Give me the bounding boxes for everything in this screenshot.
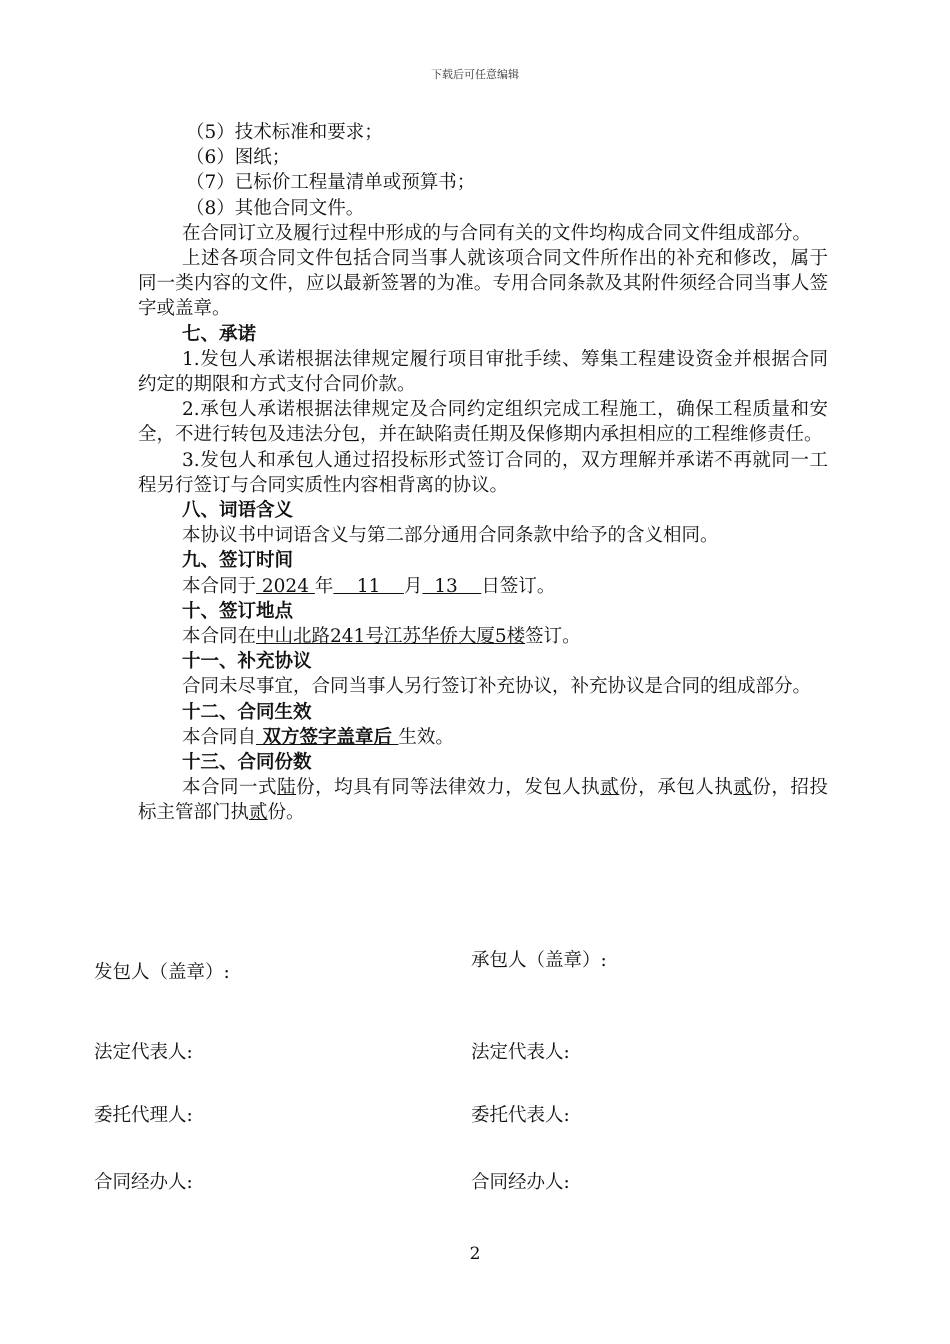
- signature-contractor-seal: 承包人（盖章）:: [471, 950, 607, 971]
- signature-employer-seal: 发包人（盖章）:: [94, 962, 230, 983]
- section-title-copies: 十三、合同份数: [182, 752, 312, 774]
- section-title-effectiveness: 十二、合同生效: [182, 701, 312, 723]
- signing-place: 中山北路241号江苏华侨大厦5楼: [256, 626, 526, 648]
- signature-contractor-legal-rep: 法定代表人:: [471, 1042, 570, 1063]
- paragraph-definitions: 本协议书中词语含义与第二部分通用合同条款中给予的含义相同。: [182, 525, 719, 547]
- month-unit: 月: [403, 575, 423, 597]
- effect-prefix: 本合同自: [182, 726, 257, 748]
- date-year: 2024: [256, 575, 315, 597]
- copies-authority: 贰: [249, 802, 268, 824]
- copies-text: 份，承包人执: [619, 777, 734, 799]
- page-number: 2: [469, 1244, 481, 1264]
- copies-employer: 贰: [600, 777, 620, 799]
- place-suffix: 签订。: [525, 626, 581, 648]
- paragraph-copies: [138, 775, 828, 825]
- signature-contractor-agent: 委托代表人:: [471, 1105, 570, 1126]
- paragraph-supplementary: 合同未尽事宜，合同当事人另行签订补充协议，补充协议是合同的组成部分。: [182, 676, 812, 698]
- signature-employer-legal-rep: 法定代表人:: [94, 1042, 193, 1063]
- copies-text: 份，招投标主管部门执: [138, 777, 828, 824]
- copies-text: 份。: [267, 802, 305, 824]
- date-day: 13: [422, 575, 482, 597]
- list-item: （5）技术标准和要求；: [186, 122, 383, 143]
- paragraph-commitment-1: 1.发包人承诺根据法律规定履行项目审批手续、筹集工程建设资金并根据合同约定的期限和方式支付合同价款。: [138, 348, 828, 396]
- copies-contractor: 贰: [733, 777, 753, 799]
- list-item: （6）图纸；: [186, 147, 291, 169]
- year-unit: 年: [314, 575, 334, 597]
- paragraph-commitment-2: 2.承包人承诺根据法律规定及合同约定组织完成工程施工，确保工程质量和安全，不进行转包及违法分包，并在缺陷责任期及保修期内承担相应的工程维修责任。: [138, 399, 828, 446]
- contract-body: [138, 120, 828, 826]
- paragraph-commitment-3: 3.发包人和承包人通过招投标形式签订合同的，双方理解并承诺不再就同一工程另行签订与合同实质性内容相背离的协议。: [138, 449, 828, 496]
- signature-contractor-handler: 合同经办人:: [471, 1172, 570, 1193]
- paragraph-contract-documents: 在合同订立及履行过程中形成的与合同有关的文件均构成合同文件组成部分。: [182, 222, 812, 244]
- section-title-signing-date: 九、签订时间: [182, 550, 294, 572]
- list-item: （8）其他合同文件。: [186, 197, 365, 219]
- paragraph-effectiveness: [138, 725, 828, 750]
- effect-condition: 双方签字盖章后: [256, 726, 399, 748]
- signature-employer-agent: 委托代理人:: [94, 1105, 193, 1126]
- paragraph-signing-place: [138, 624, 828, 649]
- date-month: 11: [333, 575, 404, 597]
- day-unit: 日签订。: [481, 575, 556, 597]
- section-title-definitions: 八、词语含义: [182, 500, 294, 522]
- page-header: 下载后可任意编辑: [431, 68, 519, 81]
- section-title-commitment: 七、承诺: [182, 323, 257, 345]
- copies-total: 陆: [277, 777, 297, 799]
- paragraph-signing-date: [138, 574, 828, 599]
- effect-suffix: 生效。: [398, 726, 454, 748]
- paragraph-priority: 上述各项合同文件包括合同当事人就该项合同文件所作出的补充和修改，属于同一类内容的文件，应以最新签署的为准。专用合同条款及其附件须经合同当事人签字或盖章。: [138, 248, 828, 320]
- place-prefix: 本合同在: [182, 626, 257, 648]
- section-title-supplementary: 十一、补充协议: [182, 651, 312, 673]
- date-prefix: 本合同于: [182, 575, 257, 597]
- list-item: （7）已标价工程量清单或预算书；: [186, 172, 476, 194]
- copies-text: 份，均具有同等法律效力，发包人执: [296, 777, 601, 799]
- copies-text: 本合同一式: [182, 777, 278, 799]
- section-title-signing-place: 十、签订地点: [182, 600, 294, 622]
- signature-employer-handler: 合同经办人:: [94, 1172, 193, 1193]
